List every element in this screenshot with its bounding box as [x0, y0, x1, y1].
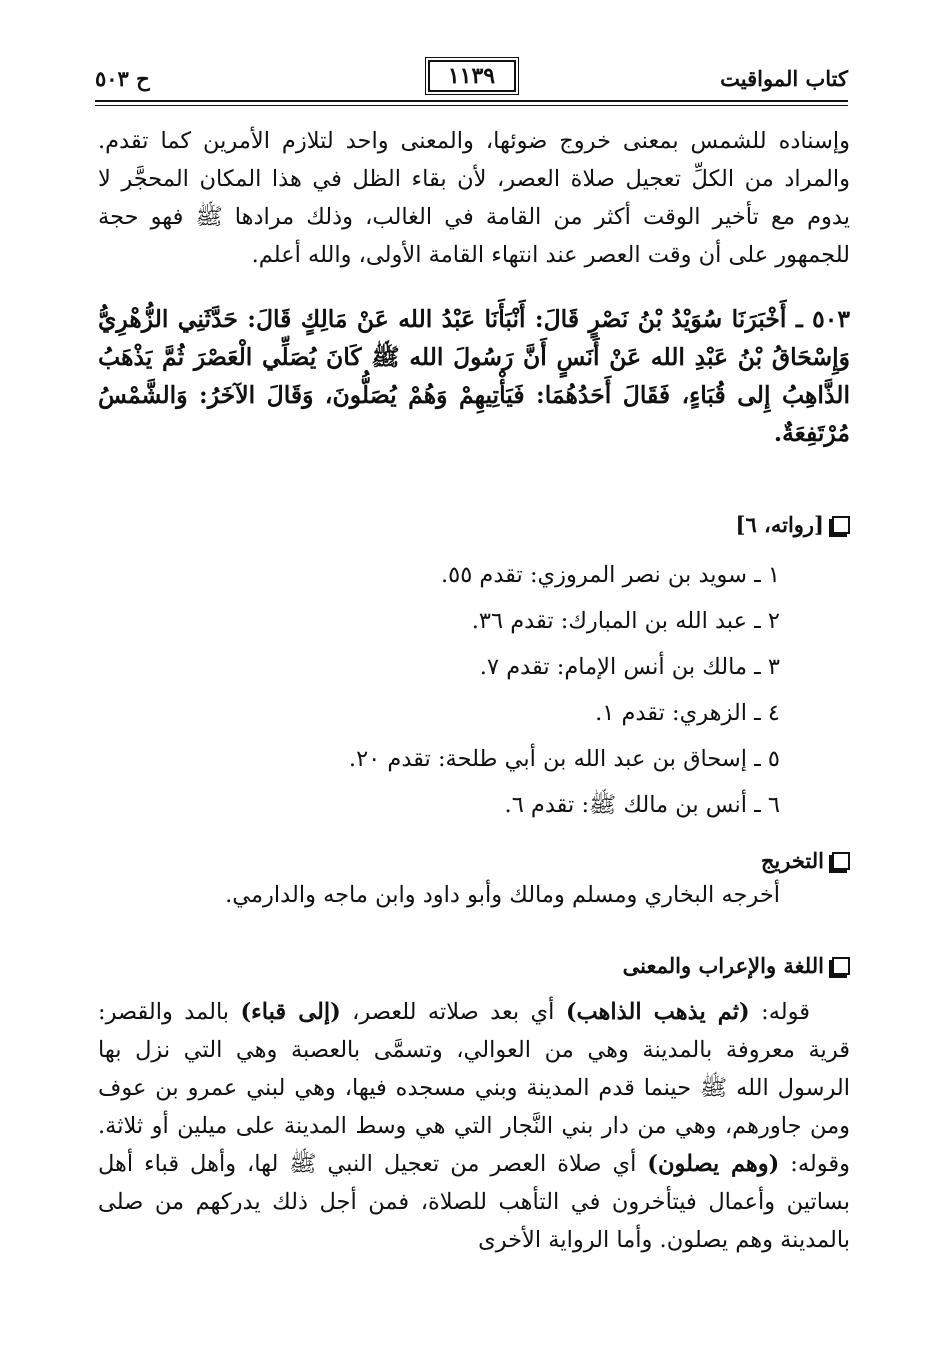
- page-header: [95, 60, 848, 96]
- list-item: ٢ ـ عبد الله بن المبارك: تقدم ٣٦.: [471, 608, 780, 634]
- list-item: ٣ ـ مالك بن أنس الإمام: تقدم ٧.: [479, 654, 780, 680]
- quote-1: (ثم يذهب الذاهب): [565, 999, 750, 1025]
- list-item: ٥ ـ إسحاق بن عبد الله بن أبي طلحة: تقدم ٢٠.: [348, 746, 780, 772]
- square-bullet-icon: [832, 957, 850, 975]
- chapter-title: كتاب المواقيت: [720, 66, 848, 91]
- takhrij-text: أخرجه البخاري ومسلم ومالك وأبو داود وابن ماجه والدارمي.: [225, 882, 780, 908]
- lugha-text-end: أي صلاة العصر من تعجيل النبي ﷺ لها، وأهل قباء أهل بساتين وأعمال فيتأخرون في التأهب للصلاة، فمن أجل ذلك يدركهم من صلى بالمدينة وهم يصلون. وأما الرواية الأخرى: [98, 1151, 850, 1253]
- quote-2: (إلى قباء): [240, 999, 341, 1025]
- square-bullet-icon: [832, 516, 850, 534]
- narrators-list: [130, 552, 850, 828]
- lugha-paragraph: [98, 993, 850, 1259]
- square-bullet-icon: [832, 852, 850, 870]
- hadith-text: ٥٠٣ ـ أَخْبَرَنَا سُوَيْدُ بْنُ نَصْرٍ قَالَ: أَنْبَأَنَا عَبْدُ الله عَنْ مَالِكٍ قَالَ: حَدَّثَنِي الزُّهْرِيُّ وَإِسْحَاقُ بْنُ عَبْدِ الله عَنْ أَنَسٍ أَنَّ رَسُولَ الله ﷺ كَانَ يُصَلِّي الْعَصْرَ ثُمَّ يَذْهَبُ الذَّاهِبُ إِلى قُبَاءٍ، فَقَالَ أَحَدُهُمَا: فَيَأْتِيهِمْ وَهُمْ يُصَلُّونَ، وَقَالَ الآخَرُ: وَالشَّمْسُ مُرْتَفِعَةٌ.: [98, 305, 850, 447]
- takhrij-heading: [761, 848, 850, 873]
- lugha-text-mid2: بالمد والقصر: قرية معروفة بالمدينة وهي من العوالي، وتسمَّى بالعصبة وهي التي نزل بها الرسول الله ﷺ حينما قدم المدينة وبني مسجده فيها، وهي لبني عمرو بن عوف ومن جاورهم، وهي من دار بني النَّجار التي هي وسط المدينة على ميلين أو ثلاثة. وقوله:: [98, 999, 850, 1177]
- hadith-reference: ح ٥٠٣: [95, 66, 150, 91]
- list-item: ٦ ـ أنس بن مالك ﷺ: تقدم ٦.: [504, 792, 780, 818]
- takhrij-heading-label: التخريج: [760, 848, 824, 873]
- header-divider-thin: [95, 105, 848, 106]
- list-item: ٤ ـ الزهري: تقدم ١.: [595, 700, 780, 726]
- intro-paragraph: وإسناده للشمس بمعنى خروج ضوئها، والمعنى واحد لتلازم الأمرين كما تقدم. والمراد من الكلِّ تعجيل صلاة العصر، لأن بقاء الظل في هذا المكان المحجَّر لا يدوم مع تأخير الوقت أكثر من القامة في الغالب، وذلك مرادها ﷺ فهو حجة للجمهور على أن وقت العصر عند انتهاء القامة الأولى، والله أعلم.: [98, 128, 850, 268]
- lugha-heading: [623, 953, 850, 978]
- header-divider: [95, 100, 848, 102]
- lugha-text-mid1: أي بعد صلاته للعصر،: [340, 999, 566, 1025]
- narrators-heading-label: [رواته، ٦]: [735, 512, 824, 537]
- lugha-heading-label: اللغة والإعراب والمعنى: [622, 953, 824, 978]
- quote-3: (وهم يصلون): [647, 1151, 780, 1177]
- narrators-heading: [736, 512, 850, 537]
- page-number: ١١٣٩: [428, 60, 516, 92]
- lugha-text-pre: قوله:: [749, 999, 810, 1025]
- list-item: ١ ـ سويد بن نصر المروزي: تقدم ٥٥.: [440, 562, 780, 588]
